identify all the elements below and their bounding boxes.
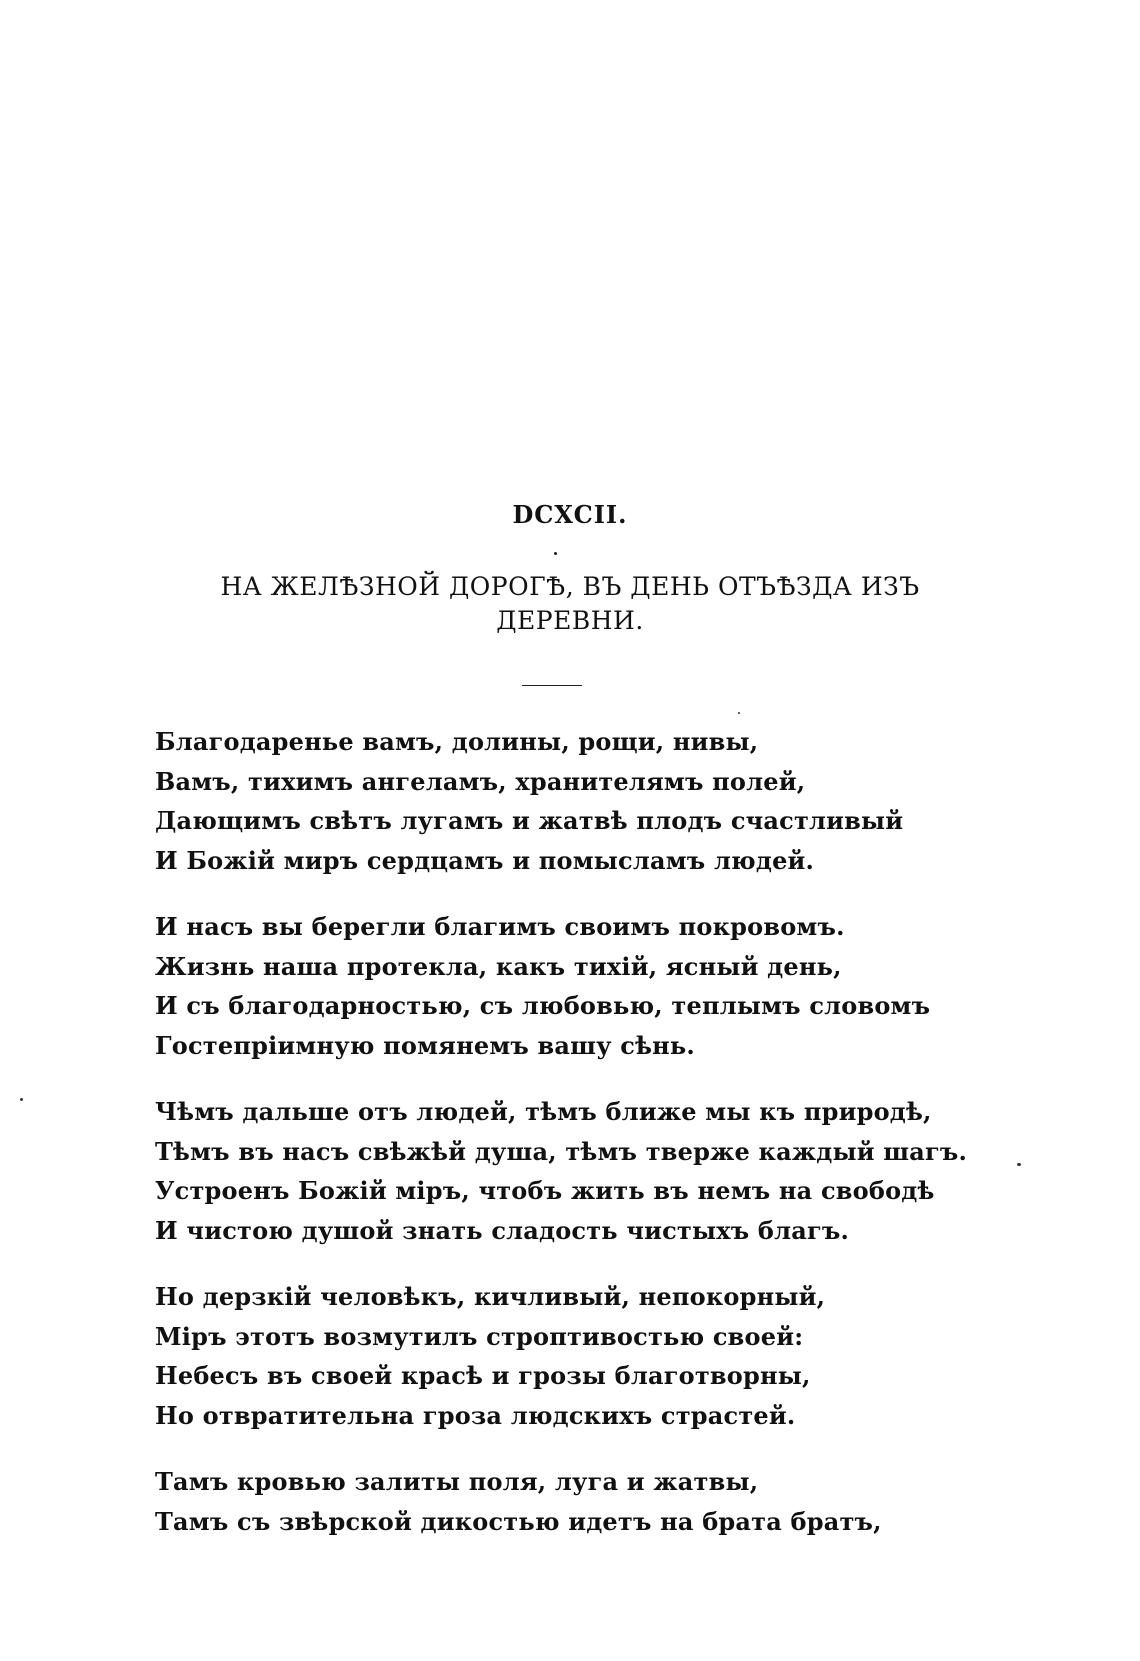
poem-title-line-1: НА ЖЕЛѢЗНОЙ ДОРОГѢ, ВЪ ДЕНЬ ОТЪѢЗДА ИЗЪ — [220, 572, 920, 601]
verse-line: Гостепріимную помянемъ вашу сѣнь. — [155, 1030, 695, 1060]
verse-line: Вамъ, тихимъ ангеламъ, хранителямъ полей, — [155, 766, 806, 796]
poem-title — [0, 570, 1140, 638]
verse-line: Но отвратительна гроза людскихъ страстей. — [155, 1400, 796, 1430]
scan-speck — [1017, 1163, 1021, 1166]
verse-line: Чѣмъ дальше отъ людей, тѣмъ ближе мы къ природѣ, — [155, 1097, 932, 1126]
verse-line: И насъ вы берегли благимъ своимъ покровомъ. — [155, 912, 845, 941]
verse-line: Жизнь наша протекла, какъ тихій, ясный день, — [155, 951, 842, 981]
verse-line: Дающимъ свѣтъ лугамъ и жатвѣ плодъ счастливый — [155, 806, 904, 835]
verse-line: Тамъ кровью залиты поля, луга и жатвы, — [155, 1467, 759, 1496]
verse-line: Небесъ въ своей красѣ и грозы благотворны, — [155, 1361, 811, 1390]
verse-line: И Божій миръ сердцамъ и помысламъ людей. — [155, 845, 815, 875]
scan-speck — [20, 1098, 23, 1101]
stanza-1 — [155, 722, 955, 880]
poem-body — [155, 722, 968, 1568]
title-divider — [522, 685, 582, 686]
verse-line: И чистою душой знать сладость чистыхъ благъ. — [155, 1215, 850, 1245]
verse-line: Міръ этотъ возмутилъ строптивостью своей: — [155, 1321, 804, 1351]
verse-line: Устроенъ Божій міръ, чтобъ жить въ немъ на свободѣ — [155, 1176, 935, 1205]
poem-number: DCXCII. — [512, 500, 628, 529]
verse-line: Тамъ съ звѣрской дикостью идетъ на брата братъ, — [155, 1506, 882, 1536]
stanza-2 — [155, 907, 955, 1065]
verse-line: Тѣмъ въ насъ свѣжѣй душа, тѣмъ тверже каждый шагъ. — [155, 1136, 968, 1166]
print-dot — [554, 552, 557, 555]
stanza-4 — [155, 1277, 955, 1435]
verse-line: И съ благодарностью, съ любовью, теплымъ словомъ — [155, 991, 931, 1020]
poem-title-line-2: ДЕРЕВНИ. — [496, 606, 644, 635]
stanza-3 — [155, 1092, 968, 1250]
stanza-5 — [155, 1462, 955, 1541]
verse-line: Но дерзкій человѣкъ, кичливый, непокорный, — [155, 1282, 826, 1311]
verse-line: Благодаренье вамъ, долины, рощи, нивы, — [155, 727, 759, 756]
scan-speck — [738, 712, 740, 714]
